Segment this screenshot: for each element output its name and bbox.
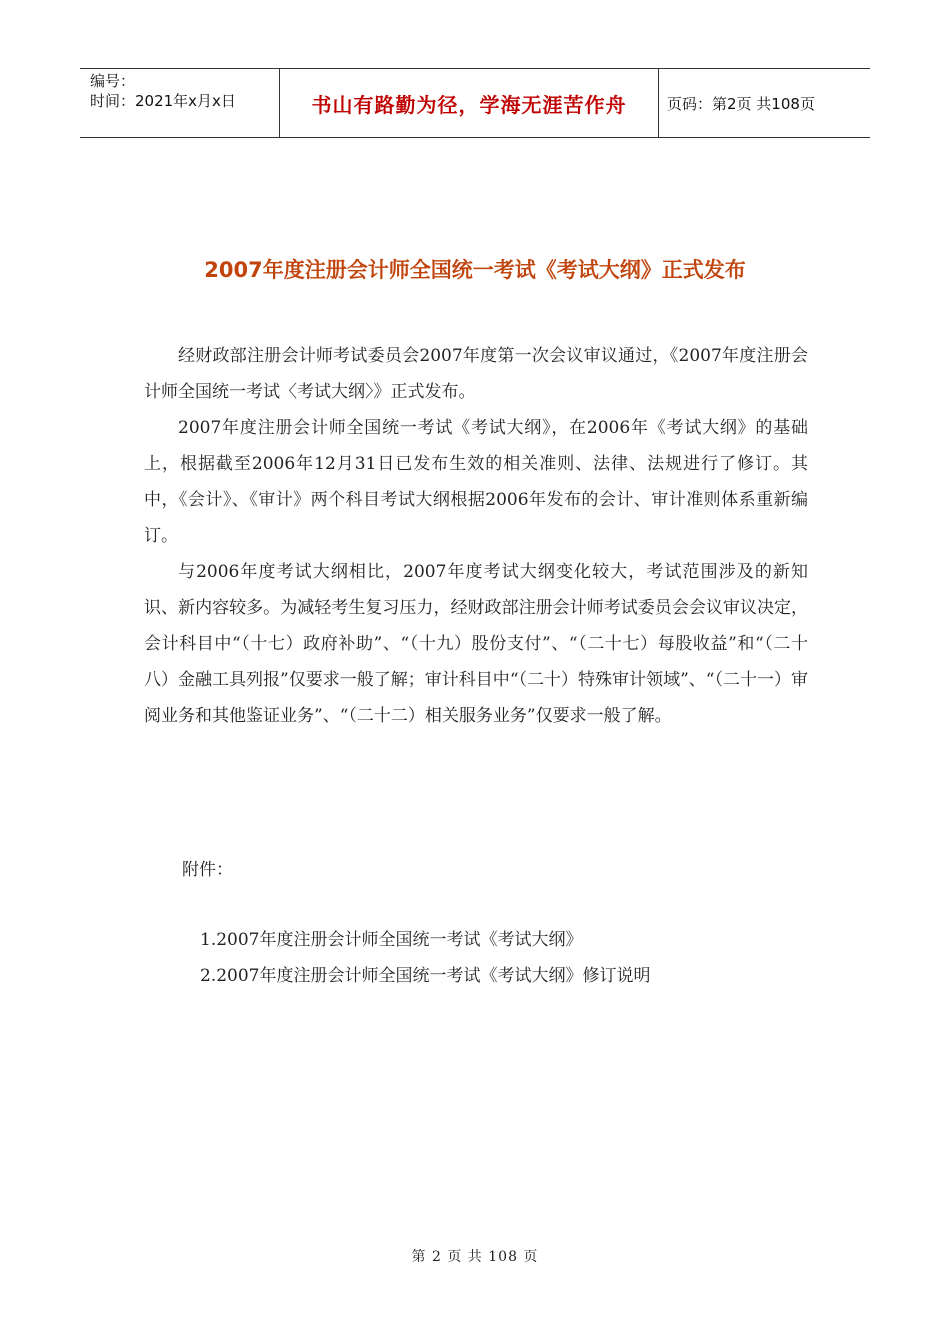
page-footer: 第 2 页 共 108 页 (411, 1249, 539, 1265)
paragraph: 2007年度注册会计师全国统一考试《考试大纲》，在2006年《考试大纲》的基础上，根据截至2006年12月31日已发布生效的相关准则、法律、法规进行了修订。其中，《会计》、《审计》两个科目考试大纲根据2006年发布的会计、审计准则体系重新编订。 (144, 418, 808, 546)
paragraph: 经财政部注册会计师考试委员会2007年度第一次会议审议通过，《2007年度注册会计师全国统一考试〈考试大纲〉》正式发布。 (144, 346, 808, 402)
attachment-item: 1.2007年度注册会计师全国统一考试《考试大纲》 (200, 930, 583, 950)
document-title: 2007年度注册会计师全国统一考试《考试大纲》正式发布 (204, 258, 746, 282)
attachment-item: 2.2007年度注册会计师全国统一考试《考试大纲》修订说明 (200, 966, 651, 986)
header-meta (80, 69, 280, 137)
header-page-info: 页码：第2页 共108页 (667, 94, 815, 113)
document-body (144, 338, 808, 734)
page-header (80, 68, 870, 138)
attachments-label: 附件： (182, 860, 233, 880)
document-time: 时间：2021年x月x日 (90, 92, 236, 110)
document-number-label: 编号： (90, 72, 136, 90)
attachments-list (200, 922, 650, 994)
header-motto: 书山有路勤为径，学海无涯苦作舟 (280, 69, 659, 137)
paragraph: 与2006年度考试大纲相比，2007年度考试大纲变化较大，考试范围涉及的新知识、新内容较多。为减轻考生复习压力，经财政部注册会计师考试委员会会议审议决定，会计科目中“（十七）政府补助”、“（十九）股份支付”、“（二十七）每股收益”和“（二十八）金融工具列报”仅要求一般了解；审计科目中“（二十）特殊审计领域”、“（二十一）审阅业务和其他鉴证业务”、“（二十二）相关服务业务”仅要求一般了解。 (144, 562, 808, 726)
